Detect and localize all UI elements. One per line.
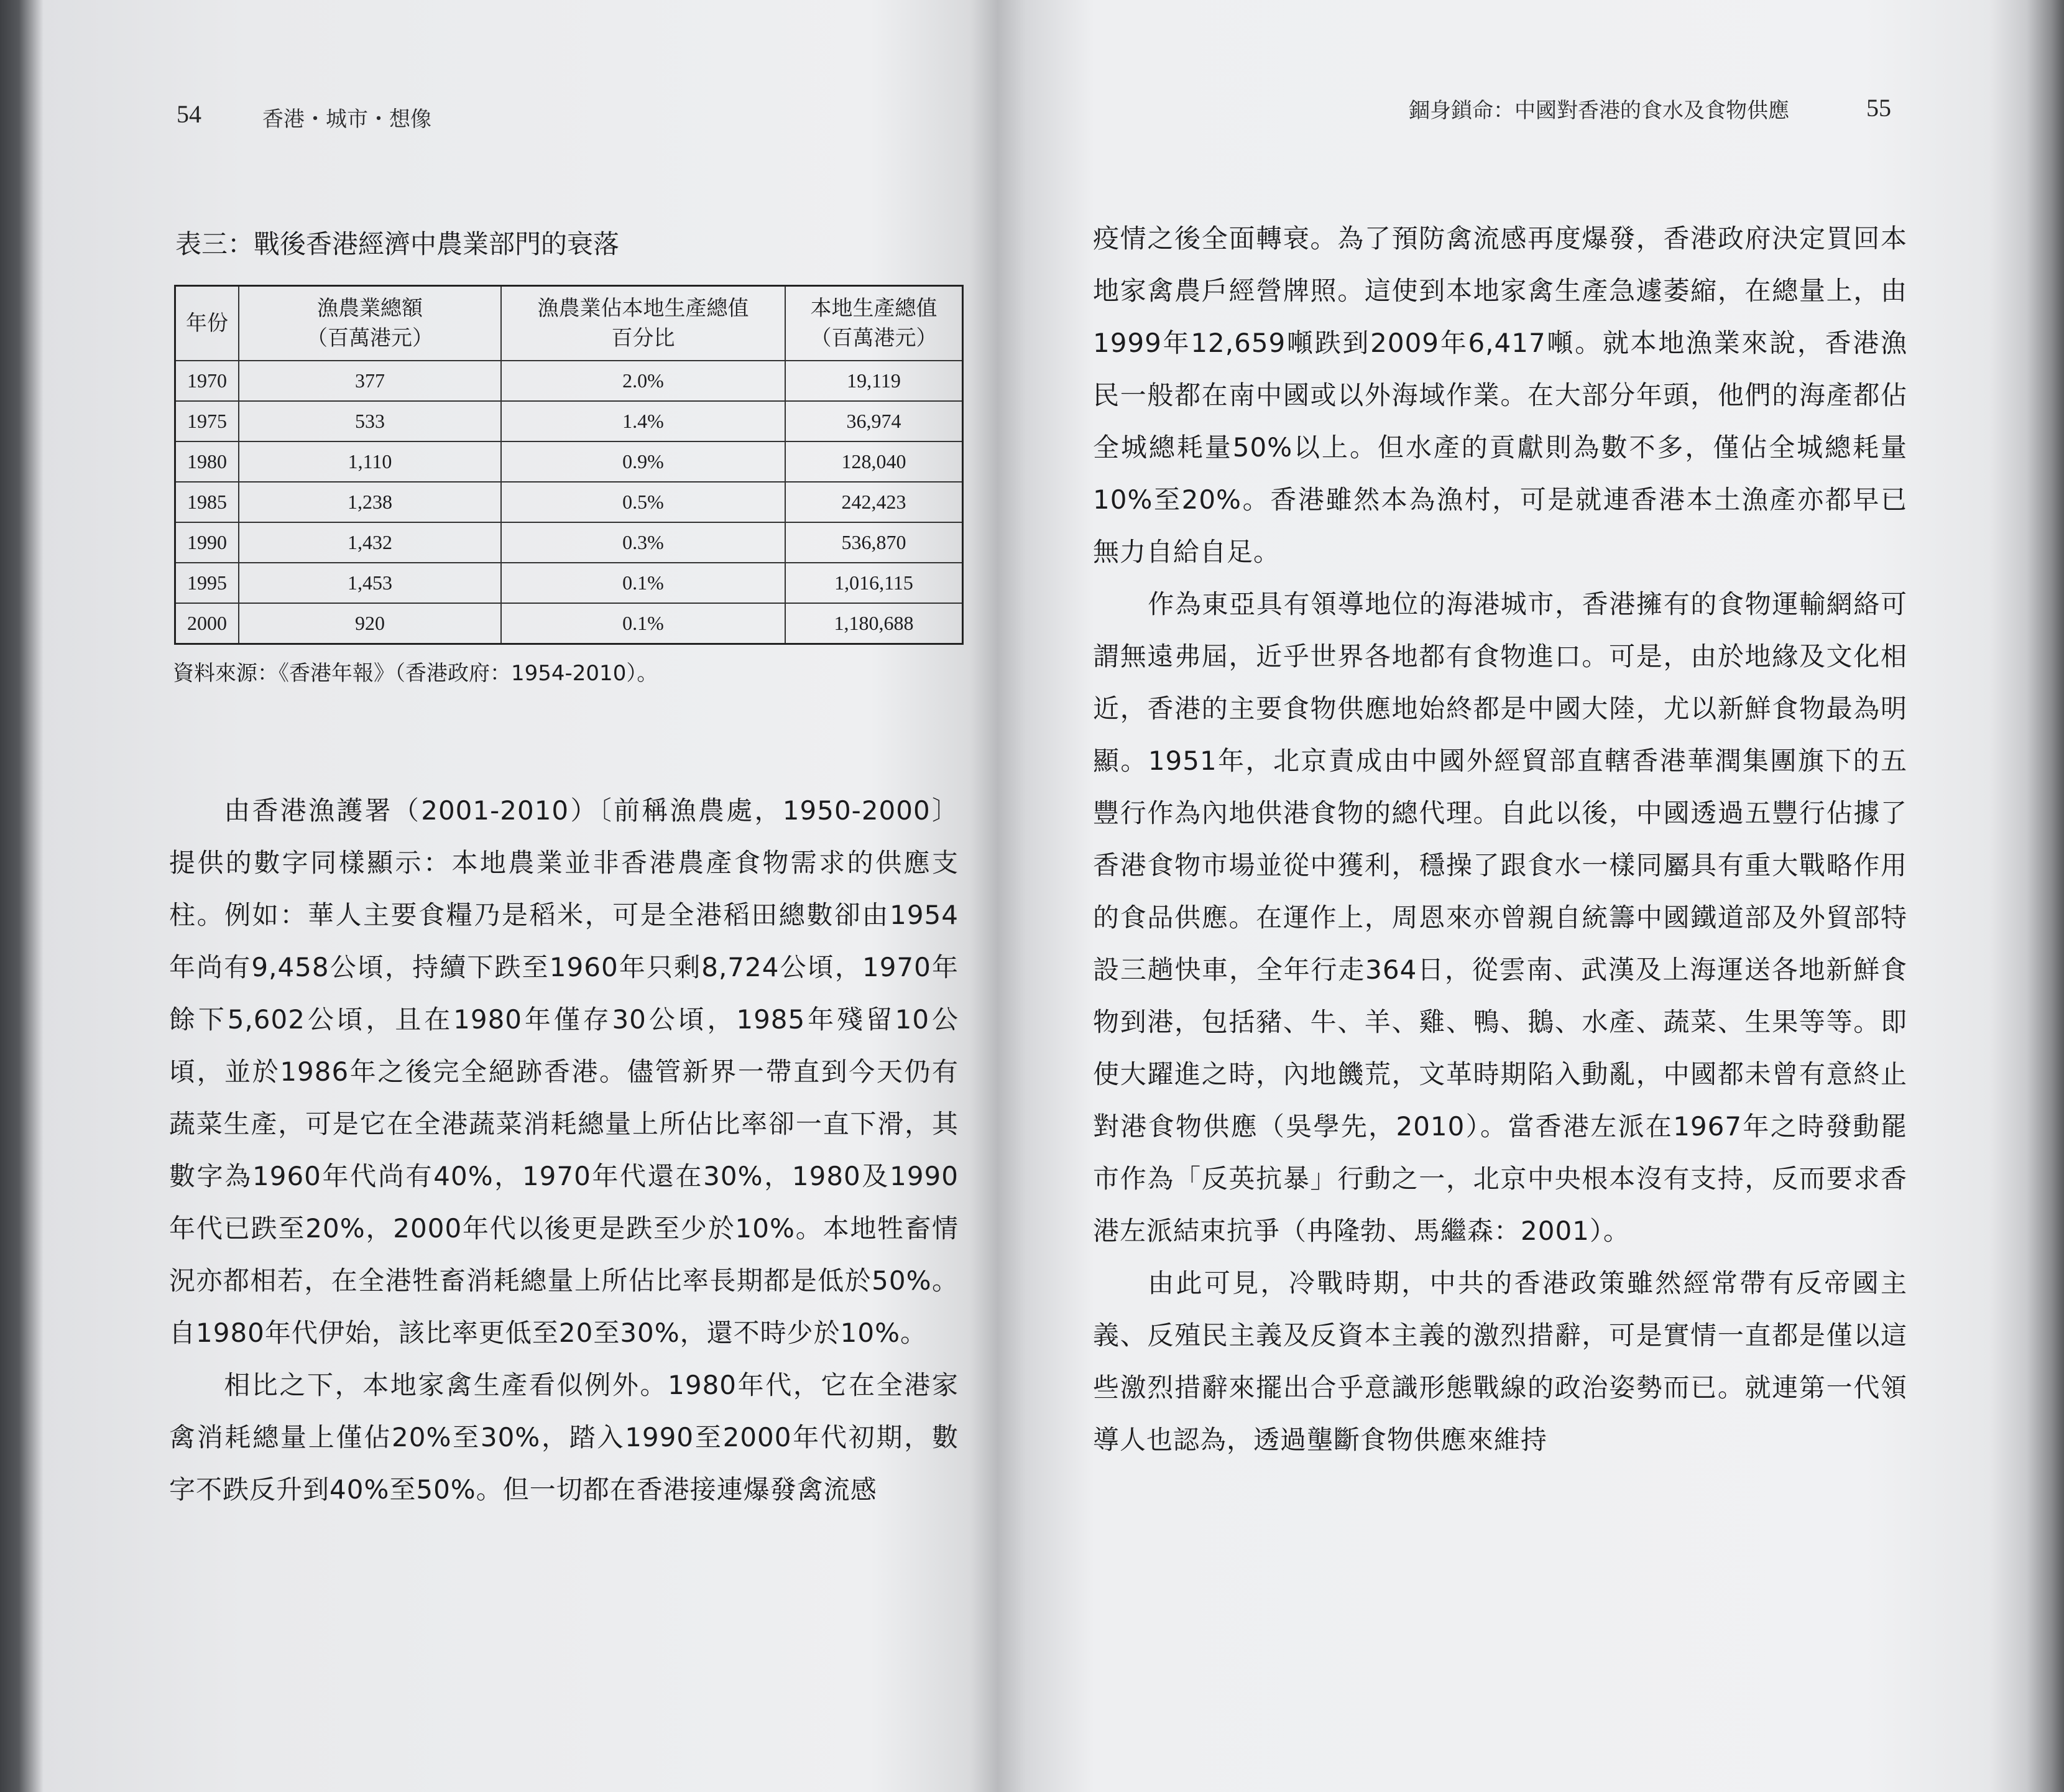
right-page-number: 55 [1866, 94, 1891, 122]
table-cell-agri-total: 920 [239, 603, 501, 644]
table-cell-year: 2000 [175, 603, 239, 644]
table-cell-gdp: 128,040 [785, 441, 963, 482]
table-cell-agri-share: 0.9% [501, 441, 785, 482]
right-page [1001, 0, 2064, 1792]
table-cell-gdp: 19,119 [785, 361, 963, 401]
table-cell-gdp: 1,180,688 [785, 603, 963, 644]
table-cell-year: 1990 [175, 522, 239, 563]
table-source-note: 資料來源：《香港年報》（香港政府：1954-2010）。 [173, 661, 658, 686]
left-body-text [169, 785, 959, 1516]
agriculture-table [174, 285, 964, 645]
table-cell-agri-share: 0.1% [501, 603, 785, 644]
left-paragraph-2: 相比之下，本地家禽生產看似例外。1980年代，它在全港家禽消耗總量上僅佔20%至30%，踏入1990至2000年代初期，數字不跌反升到40%至50%。但一切都在香港接連爆發禽流感 [169, 1370, 959, 1505]
table-row [175, 361, 963, 401]
table-cell-agri-share: 2.0% [501, 361, 785, 401]
table-row [175, 603, 963, 644]
table-cell-year: 1995 [175, 563, 239, 603]
table-cell-gdp: 536,870 [785, 522, 963, 563]
table-cell-agri-share: 0.5% [501, 482, 785, 522]
table-cell-agri-total: 1,110 [239, 441, 501, 482]
left-running-header: 香港・城市・想像 [262, 107, 431, 132]
right-paragraph-2: 作為東亞具有領導地位的海港城市，香港擁有的食物運輸網絡可謂無遠弗屆，近乎世界各地都有食物進口。可是，由於地緣及文化相近，香港的主要食物供應地始終都是中國大陸，尤以新鮮食物最為明顯。1951年，北京責成由中國外經貿部直轄香港華潤集團旗下的五豐行作為內地供港食物的總代理。自此以後，中國透過五豐行佔據了香港食物市場並從中獲利，穩操了跟食水一樣同屬具有重大戰略作用的食品供應。在運作上，周恩來亦曾親自統籌中國鐵道部及外貿部特設三趟快車，全年行走364日，從雲南、武漢及上海運送各地新鮮食物到港，包括豬、牛、羊、雞、鴨、鵝、水產、蔬菜、生果等等。即使大躍進之時，內地饑荒，文革時期陷入動亂，中國都未曾有意終止對港食物供應（吳學先，2010）。當香港左派在1967年之時發動罷市作為「反英抗暴」行動之一，北京中央根本沒有支持，反而要求香港左派結束抗爭（冉隆勃、馬繼森：2001）。 [1093, 589, 1907, 1246]
table-row [175, 522, 963, 563]
table-cell-gdp: 1,016,115 [785, 563, 963, 603]
table-cell-year: 1970 [175, 361, 239, 401]
table-row [175, 441, 963, 482]
left-page [0, 0, 1001, 1792]
table-header-gdp: 本地生產總值 （百萬港元） [785, 286, 963, 361]
right-paragraph-3: 由此可見，冷戰時期，中共的香港政策雖然經常帶有反帝國主義、反殖民主義及反資本主義的激烈措辭，可是實情一直都是僅以這些激烈措辭來擺出合乎意識形態戰線的政治姿勢而已。就連第一代領導人也認為，透過壟斷食物供應來維持 [1093, 1268, 1907, 1455]
table-cell-agri-share: 0.3% [501, 522, 785, 563]
table-cell-agri-share: 1.4% [501, 401, 785, 441]
table-cell-agri-total: 1,453 [239, 563, 501, 603]
left-page-number: 54 [177, 100, 201, 128]
table-header-agri-share: 漁農業佔本地生產總值 百分比 [501, 286, 785, 361]
right-body-text [1093, 213, 1907, 1466]
table-cell-agri-total: 1,432 [239, 522, 501, 563]
table-header-agri-total: 漁農業總額 （百萬港元） [239, 286, 501, 361]
table-row [175, 401, 963, 441]
table-cell-year: 1975 [175, 401, 239, 441]
table-row [175, 563, 963, 603]
table-cell-agri-total: 377 [239, 361, 501, 401]
table-cell-agri-total: 1,238 [239, 482, 501, 522]
table-cell-year: 1980 [175, 441, 239, 482]
table-title: 表三：戰後香港經濟中農業部門的衰落 [175, 229, 620, 259]
table-cell-agri-total: 533 [239, 401, 501, 441]
right-running-header: 錮身鎖命：中國對香港的食水及食物供應 [1409, 98, 1789, 123]
table-cell-year: 1985 [175, 482, 239, 522]
table-cell-gdp: 36,974 [785, 401, 963, 441]
table-header-row [175, 286, 963, 361]
table-header-year: 年份 [175, 286, 239, 361]
table-row [175, 482, 963, 522]
left-paragraph-1: 由香港漁護署（2001-2010）〔前稱漁農處，1950-2000〕提供的數字同樣顯示：本地農業並非香港農產食物需求的供應支柱。例如：華人主要食糧乃是稻米，可是全港稻田總數卻由1954年尚有9,458公頃，持續下跌至1960年只剩8,724公頃，1970年餘下5,602公頃，且在1980年僅存30公頃，1985年殘留10公頃，並於1986年之後完全絕跡香港。儘管新界一帶直到今天仍有蔬菜生產，可是它在全港蔬菜消耗總量上所佔比率卻一直下滑，其數字為1960年代尚有40%，1970年代還在30%，1980及1990年代已跌至20%，2000年代以後更是跌至少於10%。本地牲畜情況亦都相若，在全港牲畜消耗總量上所佔比率長期都是低於50%。自1980年代伊始，該比率更低至20至30%，還不時少於10%。 [169, 795, 959, 1348]
table-cell-agri-share: 0.1% [501, 563, 785, 603]
table-cell-gdp: 242,423 [785, 482, 963, 522]
right-paragraph-1: 疫情之後全面轉衰。為了預防禽流感再度爆發，香港政府決定買回本地家禽農戶經營牌照。這使到本地家禽生產急遽萎縮，在總量上，由1999年12,659噸跌到2009年6,417噸。就本地漁業來說，香港漁民一般都在南中國或以外海域作業。在大部分年頭，他們的海產都佔全城總耗量50%以上。但水產的貢獻則為數不多，僅佔全城總耗量10%至20%。香港雖然本為漁村，可是就連香港本土漁產亦都早已無力自給自足。 [1093, 223, 1907, 567]
